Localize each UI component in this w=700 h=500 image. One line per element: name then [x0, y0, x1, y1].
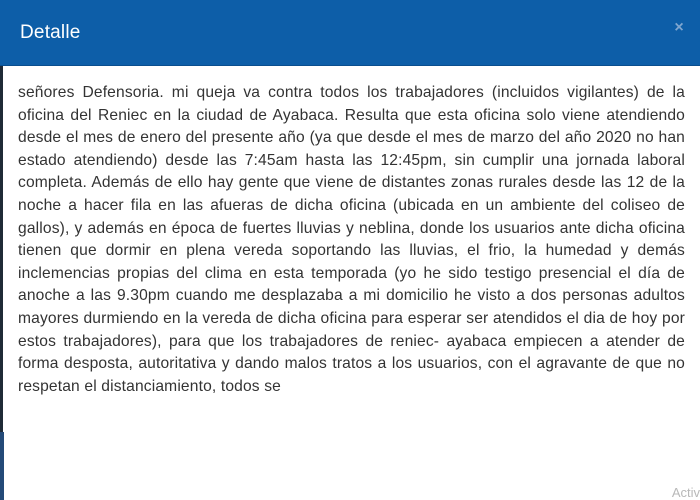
background-edge-lower [0, 432, 4, 500]
modal-title: Detalle [20, 22, 81, 43]
activation-watermark: Activ [671, 485, 700, 500]
complaint-text: señores Defensoria. mi queja va contra todos los trabajadores (incluidos vigilantes) de la oficina del Reniec en la ciudad de Ayabaca. Resulta que esta oficina solo viene atendiendo desde el mes de enero del presente año (ya que desde el mes de marzo del año 2020 no han estado atendiendo) desde las 7:45am hasta las 12:45pm, sin cumplir una jornada laboral completa. Además de ello hay gente que viene de distantes zonas rurales desde las 12 de la noche a hacer fila en las afueras de dicha oficina (ubicada en un ambiente del coliseo de gallos), y además en época de fuertes lluvias y neblina, donde los usuarios ante dicha oficina tienen que dormir en plena vereda soportando las lluvias, el frio, la humedad y demás inclemencias propias del clima en esta temporada (yo he sido testigo presencial el día de anoche a las 9.30pm cuando me desplazaba a mi domicilio he visto a dos personas adultos mayores durmiendo en la vereda de dicha oficina para esperar ser atendidos el dia de hoy por estos trabajadores), para que los trabajadores de reniec- ayabaca empiecen a atender de forma desposta, autoritativa y dando malos tratos a los usuarios, con el agravante de que no respetan el distanciamiento, todos se [18, 84, 685, 395]
modal-header [0, 0, 700, 66]
close-icon[interactable]: × [674, 19, 684, 36]
modal-body [18, 82, 685, 500]
